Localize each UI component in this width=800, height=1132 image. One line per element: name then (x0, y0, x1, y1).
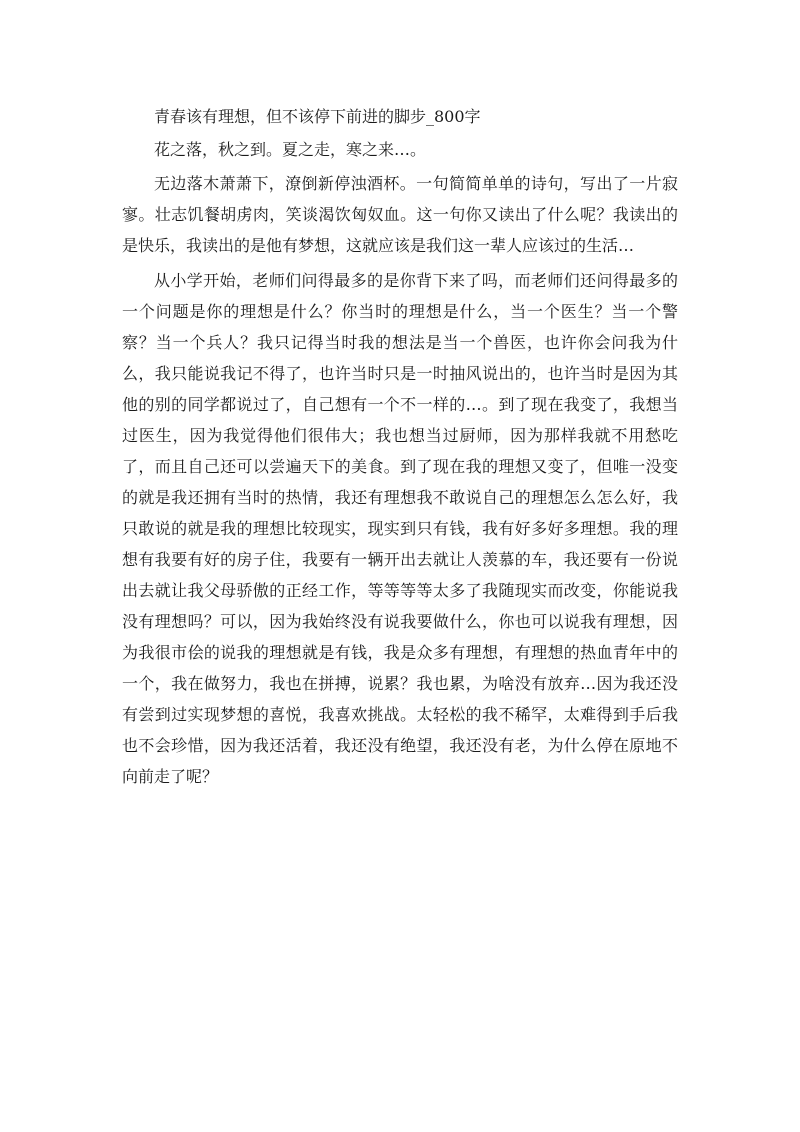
intro-paragraph: 花之落，秋之到。夏之走，寒之来…。 (154, 140, 427, 159)
body-paragraph-1: 无边落木萧萧下，潦倒新停浊酒杯。一句简简单单的诗句，写出了一片寂寥。壮志饥餐胡虏肉，笑谈渴饮匈奴血。这一句你又读出了什么呢？我读出的是快乐，我读出的是他有梦想，这就应该是我们这一辈人应该过的生活… (122, 174, 678, 255)
document-body (122, 101, 678, 792)
body-paragraph-2: 从小学开始，老师们问得最多的是你背下来了吗，而老师们还问得最多的一个问题是你的理想是什么？你当时的理想是什么，当一个医生？当一个警察？当一个兵人？我只记得当时我的想法是当一个兽医，也许你会问我为什么，我只能说我记不得了，也许当时只是一时抽风说出的，也许当时是因为其他的别的同学都说过了，自己想有一个不一样的…。到了现在我变了，我想当过医生，因为我觉得他们很伟大；我也想当过厨师，因为那样我就不用愁吃了，而且自己还可以尝遍天下的美食。到了现在我的理想又变了，但唯一没变的就是我还拥有当时的热情，我还有理想我不敢说自己的理想怎么怎么好，我只敢说的就是我的理想比较现实，现实到只有钱，我有好多好多理想。我的理想有我要有好的房子住，我要有一辆开出去就让人羡慕的车，我还要有一份说出去就让我父母骄傲的正经工作，等等等等太多了我随现实而改变，你能说我没有理想吗？可以，因为我始终没有说我要做什么，你也可以说我有理想，因为我很市侩的说我的理想就是有钱，我是众多有理想，有理想的热血青年中的一个，我在做努力，我也在拼搏，说累？我也累，为啥没有放弃…因为我还没有尝到过实现梦想的喜悦，我喜欢挑战。太轻松的我不稀罕，太难得到手后我也不会珍惜，因为我还活着，我还没有绝望，我还没有老，为什么停在原地不向前走了呢？ (122, 271, 678, 786)
document-title: 青春该有理想，但不该停下前进的脚步_800字 (154, 107, 481, 126)
